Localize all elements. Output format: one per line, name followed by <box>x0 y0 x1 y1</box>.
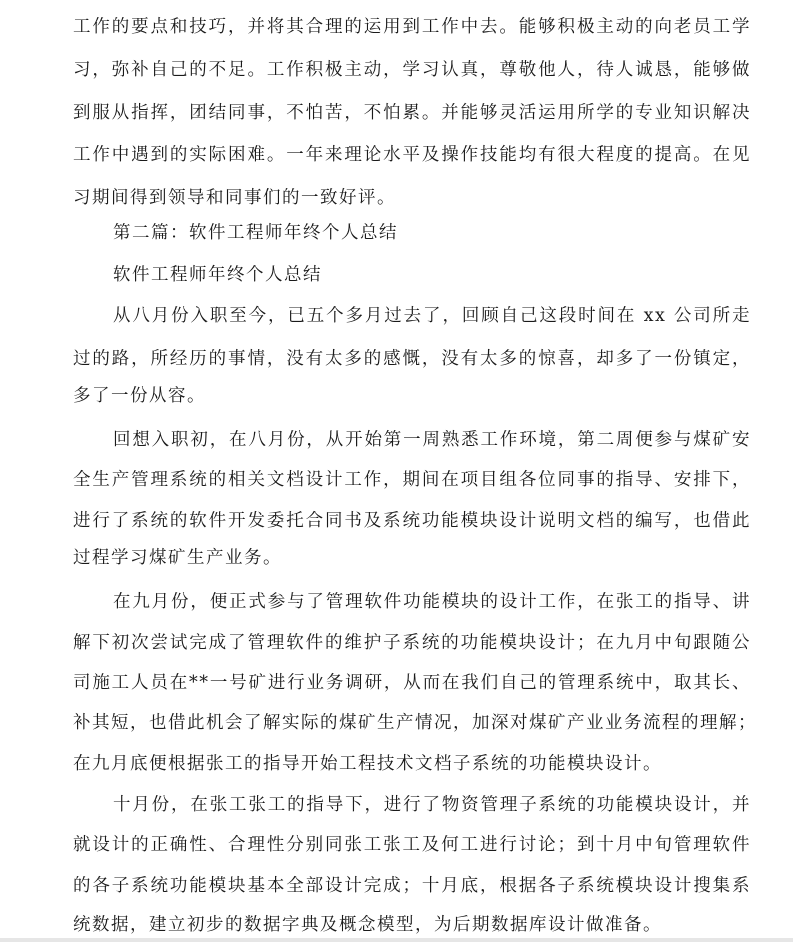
paragraph-line: 工作的要点和技巧，并将其合理的运用到工作中去。能够积极主动的向老员工学 <box>73 17 751 37</box>
paragraph-line: 全生产管理系统的相关文档设计工作，期间在项目组各位同事的指导、安排下， <box>73 470 751 490</box>
paragraph-line: 从八月份入职至今，已五个多月过去了，回顾自己这段时间在 xx 公司所走 <box>113 306 751 326</box>
paragraph-line: 司施工人员在**一号矿进行业务调研，从而在我们自己的管理系统中，取其长、 <box>73 673 751 693</box>
page-bottom-edge <box>0 938 793 942</box>
paragraph-line: 回想入职初，在八月份，从开始第一周熟悉工作环境，第二周便参与煤矿安 <box>113 430 751 450</box>
paragraph-line: 在九月份，便正式参与了管理软件功能模块的设计工作，在张工的指导、讲 <box>113 592 751 612</box>
section-heading: 第二篇：软件工程师年终个人总结 <box>113 223 398 243</box>
paragraph-line: 工作中遇到的实际困难。一年来理论水平及操作技能均有很大程度的提高。在见 <box>73 145 751 165</box>
paragraph-line: 在九月底便根据张工的指导开始工程技术文档子系统的功能模块设计。 <box>73 754 662 774</box>
paragraph-line: 多了一份从容。 <box>73 386 206 406</box>
paragraph-line: 过的路，所经历的事情，没有太多的感慨，没有太多的惊喜，却多了一份镇定， <box>73 349 751 369</box>
paragraph-line: 就设计的正确性、合理性分别同张工张工及何工进行讨论；到十月中旬管理软件 <box>73 835 751 855</box>
document-title: 软件工程师年终个人总结 <box>113 265 322 285</box>
paragraph-line: 到服从指挥，团结同事，不怕苦，不怕累。并能够灵活运用所学的专业知识解决 <box>73 103 751 123</box>
paragraph-line: 十月份，在张工张工的指导下，进行了物资管理子系统的功能模块设计，并 <box>113 795 751 815</box>
paragraph-line: 习期间得到领导和同事们的一致好评。 <box>73 188 396 208</box>
paragraph-line: 习，弥补自己的不足。工作积极主动，学习认真，尊敬他人，待人诚恳，能够做 <box>73 60 751 80</box>
paragraph-line: 统数据，建立初步的数据字典及概念模型，为后期数据库设计做准备。 <box>73 915 662 935</box>
paragraph-line: 过程学习煤矿生产业务。 <box>73 548 282 568</box>
paragraph-line: 补其短，也借此机会了解实际的煤矿生产情况，加深对煤矿产业业务流程的理解； <box>73 713 757 733</box>
paragraph-line: 进行了系统的软件开发委托合同书及系统功能模块设计说明文档的编写，也借此 <box>73 511 751 531</box>
paragraph-line: 解下初次尝试完成了管理软件的维护子系统的功能模块设计；在九月中旬跟随公 <box>73 633 751 653</box>
paragraph-line: 的各子系统功能模块基本全部设计完成；十月底，根据各子系统模块设计搜集系 <box>73 876 751 896</box>
